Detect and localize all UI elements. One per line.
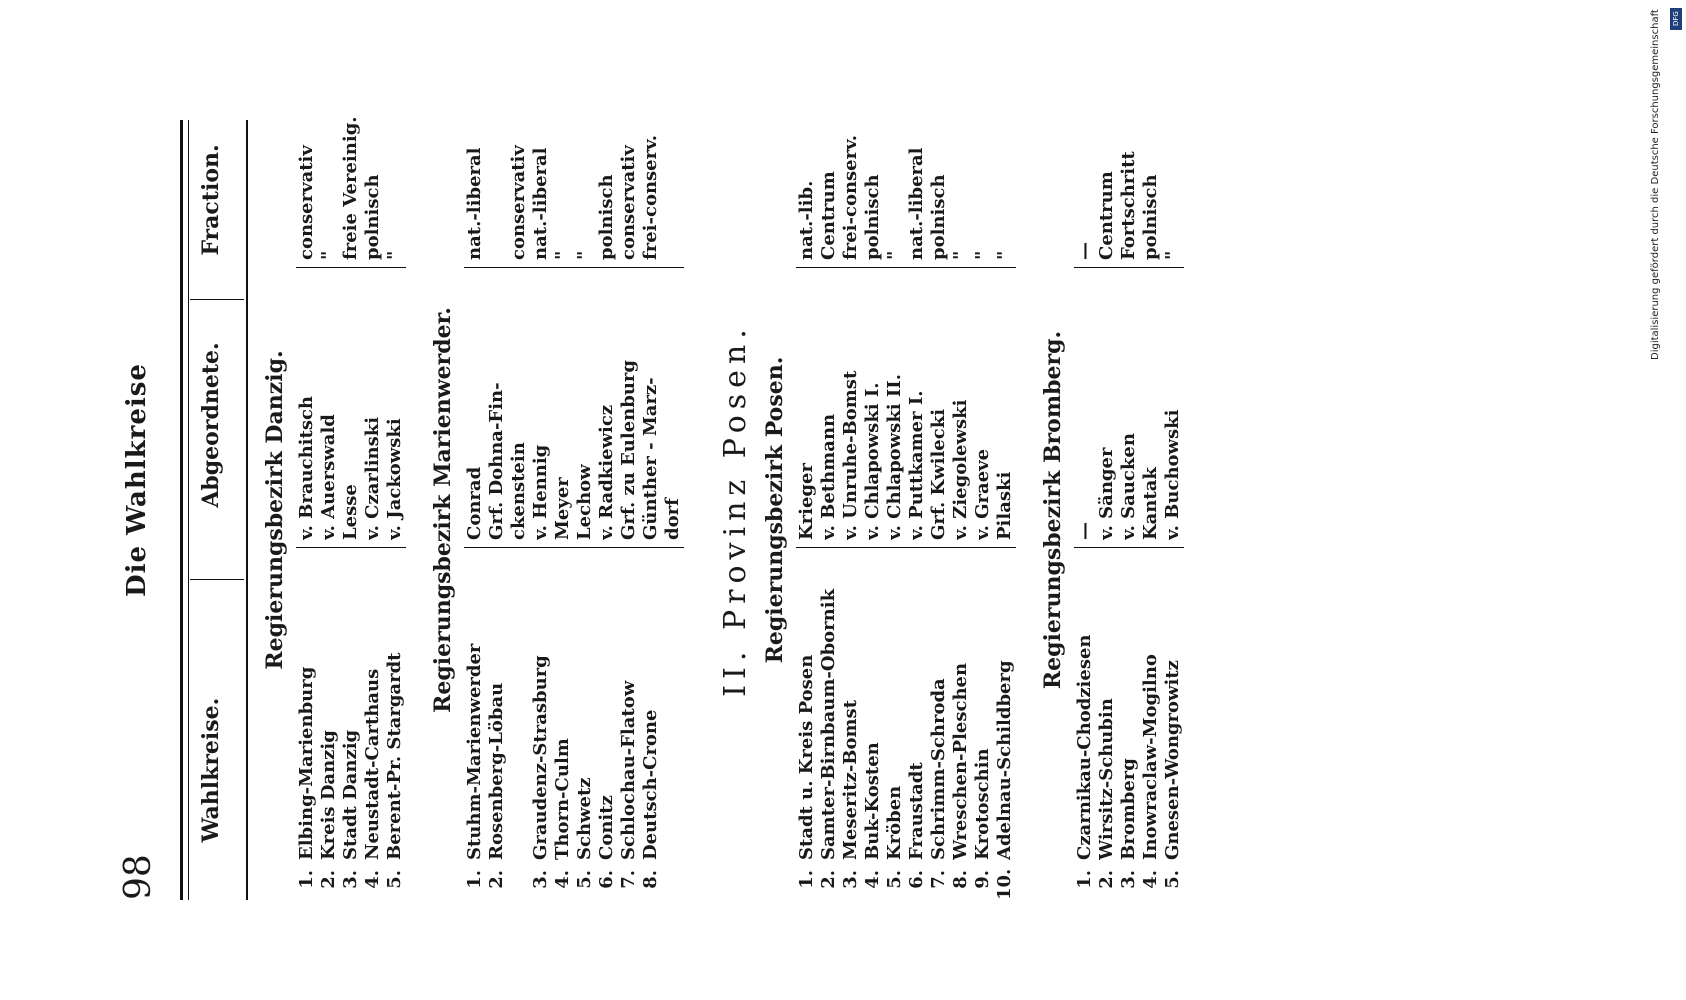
member-name: v. Czarlinski — [362, 416, 383, 540]
table-row — [1118, 120, 1140, 900]
table-row — [618, 120, 640, 900]
district-name: Rosenberg-Löbau — [486, 682, 507, 860]
table-row — [994, 120, 1016, 900]
row-number: 5. — [384, 870, 405, 889]
member-name: Lechow — [574, 464, 595, 540]
section-title: Regierungsbezirk Marienwerder. — [430, 307, 456, 713]
column-header-fraction: Fraction. — [198, 144, 224, 256]
row-number: 5. — [884, 870, 905, 889]
row-number: 5. — [574, 870, 595, 889]
member-name: Grf. Kwilecki — [928, 408, 949, 540]
member-name: v. Unruhe-Bomst — [840, 370, 861, 540]
member-name: Pilaski — [994, 471, 1015, 540]
district-name: Inowraclaw-Mogilno — [1140, 654, 1161, 860]
table-row — [508, 120, 530, 900]
fraction-name: Centrum — [818, 171, 839, 260]
table-row — [486, 120, 508, 900]
table-row — [1074, 120, 1096, 900]
column-separator — [1074, 267, 1184, 268]
member-name: v. Graeve — [972, 448, 993, 540]
district-name: Krotoschin — [972, 748, 993, 860]
column-separator — [464, 547, 684, 548]
district-name: Adelnau-Schildberg — [994, 660, 1015, 860]
fraction-name: polnisch — [1140, 174, 1161, 260]
member-name: Kantak — [1140, 467, 1161, 540]
table-row — [1162, 120, 1184, 900]
fraction-name: polnisch — [928, 174, 949, 260]
section-title: Regierungsbezirk Posen. — [762, 356, 788, 664]
district-name: Elbing-Marienburg — [296, 666, 317, 860]
fraction-name: nat.-liberal — [464, 147, 485, 260]
fraction-name: " — [884, 250, 905, 260]
district-name: Buk-Kosten — [862, 742, 883, 860]
member-name: Lesse — [340, 484, 361, 540]
fraction-name: " — [950, 250, 971, 260]
row-number: 4. — [862, 870, 883, 889]
row-number: 3. — [340, 870, 361, 889]
row-number: 3. — [530, 870, 551, 889]
column-separator — [796, 547, 1016, 548]
table-row — [340, 116, 362, 900]
row-number: 1. — [1074, 870, 1095, 889]
district-name: Bromberg — [1118, 758, 1139, 860]
table-row — [574, 120, 596, 900]
column-separator — [1074, 547, 1184, 548]
running-head: Die Wahlkreise — [122, 363, 152, 597]
dfg-logo: DFG — [1670, 8, 1682, 30]
row-number: 4. — [1140, 870, 1161, 889]
row-number: 9. — [972, 870, 993, 889]
member-name: v. Brauchitsch — [296, 395, 317, 540]
district-name: Schrimm-Schroda — [928, 678, 949, 860]
table-row — [464, 120, 486, 900]
district-name: Berent-Pr. Stargardt — [384, 652, 405, 860]
district-name: Czarnikau-Chodziesen — [1074, 634, 1095, 860]
table-row — [596, 120, 618, 900]
fraction-name: " — [994, 250, 1015, 260]
row-number: 3. — [840, 870, 861, 889]
district-name: Neustadt-Carthaus — [362, 668, 383, 860]
table-row — [950, 120, 972, 900]
fraction-name: polnisch — [862, 174, 883, 260]
table-row — [928, 120, 950, 900]
table-row — [662, 120, 684, 900]
fraction-name: " — [384, 250, 405, 260]
district-name: Meseritz-Bomst — [840, 699, 861, 860]
column-separator — [190, 299, 244, 300]
row-number: 2. — [818, 870, 839, 889]
member-name: v. Saucken — [1118, 433, 1139, 540]
table-row — [384, 120, 406, 900]
row-number: 3. — [1118, 870, 1139, 889]
row-number: 6. — [596, 870, 617, 889]
fraction-name: " — [318, 250, 339, 260]
member-name: Grf. zu Eulenburg — [618, 360, 639, 540]
row-number: 1. — [296, 870, 317, 889]
table-row — [1096, 120, 1118, 900]
row-number: 6. — [906, 870, 927, 889]
header-double-rule — [180, 120, 189, 900]
table-row — [818, 120, 840, 900]
row-number: 7. — [618, 870, 639, 889]
district-name: Stuhm-Marienwerder — [464, 643, 485, 860]
row-number: 8. — [640, 870, 661, 889]
table-row — [530, 120, 552, 900]
fraction-name: nat.-liberal — [906, 147, 927, 260]
district-name: Deutsch-Crone — [640, 709, 661, 860]
district-name: Thorn-Culm — [552, 738, 573, 860]
district-name: Gnesen-Wongrowitz — [1162, 660, 1183, 860]
district-name: Samter-Birnbaum-Obornik — [818, 588, 839, 860]
district-name: Kreis Danzig — [318, 730, 339, 860]
member-name: Conrad — [464, 466, 485, 540]
member-name: Krieger — [796, 463, 817, 540]
district-name: Wreschen-Pleschen — [950, 662, 971, 860]
table-row — [1140, 120, 1162, 900]
column-separator — [296, 267, 406, 268]
district-name: Stadt u. Kreis Posen — [796, 654, 817, 860]
table-row — [972, 120, 994, 900]
row-number: 8. — [950, 870, 971, 889]
column-header-district: Wahlkreise. — [198, 697, 224, 843]
fraction-name: polnisch — [362, 174, 383, 260]
section-title: Regierungsbezirk Danzig. — [262, 350, 288, 670]
district-name: Wirsitz-Schubin — [1096, 698, 1117, 860]
member-name: v. Radkiewicz — [596, 404, 617, 540]
row-number: 2. — [1096, 870, 1117, 889]
member-name: v. Chlapowski I. — [862, 382, 883, 540]
column-header-member: Abgeordnete. — [198, 342, 224, 508]
member-name: Günther - Marz- — [640, 377, 661, 540]
district-name: Kröben — [884, 785, 905, 860]
fraction-name: frei-conserv. — [840, 134, 861, 260]
page-number: 98 — [118, 854, 159, 900]
table-row — [296, 120, 318, 900]
row-number: 2. — [486, 870, 507, 889]
row-number: 5. — [1162, 870, 1183, 889]
fraction-name: conservativ — [618, 145, 639, 260]
row-number: 1. — [796, 870, 817, 889]
district-name: Conitz — [596, 795, 617, 860]
member-name: v. Chlapowski II. — [884, 374, 905, 540]
table-row — [906, 120, 928, 900]
member-name: v. Puttkamer I. — [906, 390, 927, 540]
row-number: 4. — [552, 870, 573, 889]
fraction-name: polnisch — [596, 174, 617, 260]
fraction-name: Fortschritt — [1118, 151, 1139, 260]
row-number: 1. — [464, 870, 485, 889]
table-row — [862, 120, 884, 900]
province-title: II. Provinz Posen. — [718, 323, 753, 697]
fraction-name: " — [552, 250, 573, 260]
fraction-name: " — [574, 250, 595, 260]
digitization-credit: Digitalisierung gefördert durch die Deutsche Forschungsgemeinschaft — [1650, 9, 1661, 360]
member-name: v. Bethmann — [818, 413, 839, 540]
fraction-name: freie Vereinig. — [340, 116, 361, 260]
member-name: v. Hennig — [530, 444, 551, 540]
fraction-name: " — [972, 250, 993, 260]
row-number: 2. — [318, 870, 339, 889]
member-name: v. Ziegolewski — [950, 399, 971, 540]
district-name: Graudenz-Strasburg — [530, 655, 551, 860]
column-separator — [296, 547, 406, 548]
member-name: v. Buchowski — [1162, 409, 1183, 540]
column-separator — [190, 579, 244, 580]
section-title: Regierungsbezirk Bromberg. — [1040, 330, 1066, 690]
district-name: Schwetz — [574, 777, 595, 860]
fraction-name: Centrum — [1096, 171, 1117, 260]
table-row — [796, 120, 818, 900]
table-row — [362, 120, 384, 900]
column-separator — [464, 267, 684, 268]
row-number: 4. — [362, 870, 383, 889]
member-name: ckenstein — [508, 442, 529, 540]
table-row — [884, 120, 906, 900]
header-rule — [246, 120, 248, 900]
fraction-name: " — [1162, 250, 1183, 260]
member-name: v. Auerswald — [318, 414, 339, 540]
district-name: Schlochau-Flatow — [618, 680, 639, 860]
member-name: v. Jackowski — [384, 418, 405, 540]
table-row — [552, 120, 574, 900]
member-name: Meyer — [552, 477, 573, 540]
fraction-name: conservativ — [508, 145, 529, 260]
member-name: Grf. Dohna-Fin- — [486, 382, 507, 540]
district-name: Stadt Danzig — [340, 729, 361, 860]
column-separator — [796, 267, 1016, 268]
member-name: dorf — [662, 498, 683, 540]
fraction-name: nat.-liberal — [530, 147, 551, 260]
fraction-name: — — [1074, 242, 1095, 260]
fraction-name: nat.-lib. — [796, 180, 817, 260]
table-row — [840, 120, 862, 900]
table-row — [318, 120, 340, 900]
row-number: 7. — [928, 870, 949, 889]
fraction-name: conservativ — [296, 145, 317, 260]
member-name: — — [1074, 522, 1095, 540]
fraction-name: frei-conserv. — [640, 134, 661, 260]
row-number: 10. — [994, 868, 1015, 900]
district-name: Fraustadt — [906, 762, 927, 860]
table-row — [640, 120, 662, 900]
member-name: v. Sänger — [1096, 447, 1117, 540]
